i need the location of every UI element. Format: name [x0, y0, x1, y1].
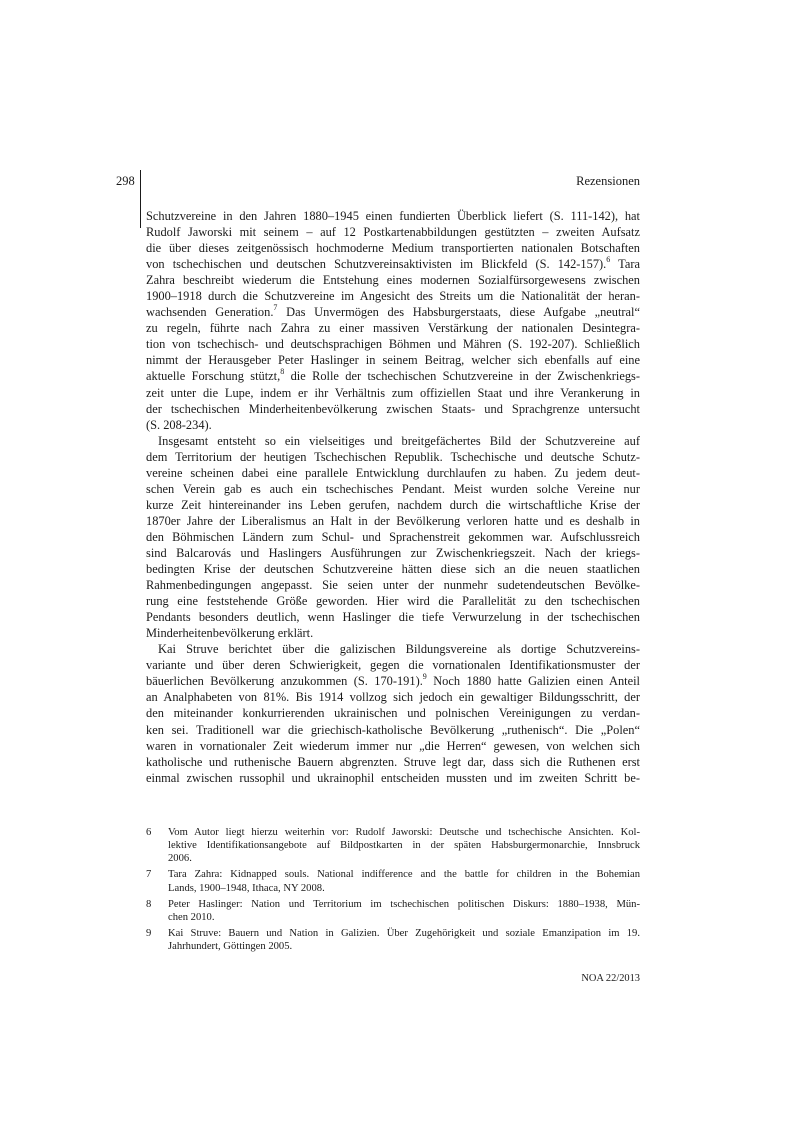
footnote-text [168, 868, 640, 894]
text-line: katholische und ruthenische Bauern abgrenzten. Struve legt dar, dass sich die Ruthenen erst [146, 754, 640, 769]
paragraph [146, 641, 640, 785]
text-line: rung eine feststehende Größe geworden. Hier wird die Parallelität zu den tschechischen [146, 594, 640, 609]
text-line: tion von tschechisch- und deutschsprachigen Böhmen und Mähren (S. 192-207). Schließlich [146, 337, 640, 352]
paragraph [146, 208, 640, 433]
text-line: den miteinander konkurrierenden ukrainischen und polnischen Vereinigungen zu verdan- [146, 706, 640, 721]
text-line: bedingten Krise der deutschen Schutzvereine hätten diese sich an die neuen staatlichen [146, 562, 640, 577]
footnote-number: 6 [146, 827, 152, 838]
footnote-number: 8 [146, 898, 152, 910]
footnote-line: lektive Identifikationsangebote auf Bildpostkarten in der späten Habsburgermonarchie, Innsbruck [168, 840, 640, 852]
text-line: Pendants besonders deutlich, wenn Haslinger die tiefe Verwurzelung in der tschechischen [146, 610, 640, 625]
text-line: (S. 208-234). [146, 417, 212, 432]
running-head: Rezensionen [576, 174, 640, 188]
footnote [146, 927, 640, 953]
footnote-line: Peter Haslinger: Nation und Territorium im tschechischen politischen Diskurs: 1880–1938, Mün- [168, 898, 640, 910]
text-line: waren in vornationaler Zeit wiederum immer nur „die Herren“ gewesen, von welchen sich [146, 738, 640, 753]
text-line: die über dieses zeitgenössisch hochmoderne Medium transportierten nationalen Botschaften [146, 241, 640, 256]
text-line: Kai Struve berichtet über die galizischen Bildungsvereine als dortige Schutzvereins- [158, 642, 640, 657]
text-line: variante und über deren Schwierigkeit, gegen die vornationalen Identifikationsmuster der [146, 658, 640, 673]
text-line: Insgesamt entsteht so ein vielseitiges und breitgefächertes Bild der Schutzvereine auf [158, 433, 640, 448]
footnote-line: 2006. [168, 853, 192, 865]
footnote-line: Kai Struve: Bauern und Nation in Galizien. Über Zugehörigkeit und soziale Emanzipation im 19. [168, 928, 640, 940]
footnote [146, 868, 640, 894]
footnote-text [168, 826, 640, 865]
footnote-number: 9 [146, 928, 152, 940]
text-line: aktuelle Forschung stützt,$^8$ die Rolle der tschechischen Schutzvereine in der Zwischenkriegs- [146, 367, 640, 384]
text-line: vereine scheinen dabei eine parallele Entwicklung durchlaufen zu haben. Zu jedem deut- [146, 465, 640, 480]
text-line: einmal zwischen russophil und ukrainophil entscheiden mussten und im zweiten Schritt be- [146, 770, 640, 785]
footnote-line: Lands, 1900–1948, Ithaca, NY 2008. [168, 882, 325, 894]
text-line: 1870er Jahre der Liberalismus an Halt in der Bevölkerung verloren hatte und es deshalb in [146, 513, 640, 528]
journal-id: NOA 22/2013 [581, 973, 640, 984]
text-line: an Analphabeten von 81%. Bis 1914 vollzog sich jedoch ein gewaltiger Bildungsschritt, der [146, 690, 640, 705]
footnote-number: 7 [146, 869, 152, 881]
footnote-marker: 6 [606, 255, 611, 265]
footnote-text [168, 898, 640, 924]
text-line: sind Balcarovás und Haslingers Ausführungen zur Zwischenkriegszeit. Nach der kriegs- [146, 545, 640, 560]
margin-rule [140, 170, 141, 228]
text-line: Rudolf Jaworski mit seinem – auf 12 Postkartenabbildungen gestützten – zweiten Aufsatz [146, 225, 640, 240]
footnote-line: Vom Autor liegt hierzu weiterhin vor: Rudolf Jaworski: Deutsche und tschechische Ansichten. Kol- [168, 827, 640, 838]
footnote [146, 826, 640, 865]
text-line: den Böhmischen Ländern zum Schul- und Sprachenstreit gekommen war. Aufschlussreich [146, 529, 640, 544]
footnote [146, 898, 640, 924]
text-line: Rahmenbedingungen angepasst. Sie seien unter der nunmehr sudetendeutschen Bevölke- [146, 578, 640, 593]
text-line: bäuerlichen Bevölkerung anzukommen (S. 170-191).$^9$ Noch 1880 hatte Galizien einen Anteil [146, 672, 640, 689]
footnote-marker: 7 [273, 303, 278, 313]
text-line: ken sei. Traditionell war die griechisch-katholische Bevölkerung „ruthenisch“. Die „Polen“ [146, 722, 640, 737]
text-line: zeit unter die Lupe, indem er ihr Verhältnis zum offiziellen Staat und ihre Verankerung in [146, 385, 640, 400]
footnote-text [168, 927, 640, 953]
text-line: schen Verein gab es auch ein tschechisches Pendant. Meist wurden solche Vereine nur [146, 481, 640, 496]
text-line: wachsenden Generation.$^7$ Das Unvermögen des Habsburgerstaats, diese Aufgabe „neutral“ [146, 303, 640, 320]
text-line: dem Territorium der heutigen Tschechischen Republik. Tschechische und deutsche Schutz- [146, 449, 640, 464]
body-text [146, 208, 640, 786]
text-line: der tschechischen Minderheitenbevölkerung zwischen Staats- und Sprachgrenze untersucht [146, 401, 640, 416]
text-line: kurze Zeit hintereinander ins Leben gerufen, nachdem durch die wirtschaftliche Krise der [146, 497, 640, 512]
footnote-line: chen 2010. [168, 911, 215, 923]
text-line: Minderheitenbevölkerung erklärt. [146, 626, 314, 641]
footnotes [146, 826, 640, 957]
text-line: Schutzvereine in den Jahren 1880–1945 einen fundierten Überblick liefert (S. 111-142), hat [146, 209, 640, 223]
footnote-line: Jahrhundert, Göttingen 2005. [168, 941, 293, 953]
text-line: Zahra beschreibt wiederum die Entstehung eines modernen Sozialfürsorgewesens zwischen [146, 273, 640, 288]
page-number: 298 [116, 174, 135, 188]
text-line: von tschechischen und deutschen Schutzvereinsaktivisten im Blickfeld (S. 142-157).$^6$ Tara [146, 255, 641, 272]
text-line: zu regeln, führte nach Zahra zu einer massiven Verstärkung der nationalen Desintegra- [146, 321, 640, 336]
footnote-line: Tara Zahra: Kidnapped souls. National indifference and the battle for children in the Bohemian [168, 869, 640, 881]
footnote-marker: 9 [422, 672, 427, 682]
text-line: nimmt der Herausgeber Peter Haslinger in seinem Beitrag, welcher sich ebenfalls auf eine [146, 353, 640, 368]
footnote-marker: 8 [280, 367, 285, 377]
text-line: 1900–1918 durch die Schutzvereine im Angesicht des Streits um die Nationalität der heran- [146, 289, 640, 304]
paragraph [146, 433, 640, 642]
